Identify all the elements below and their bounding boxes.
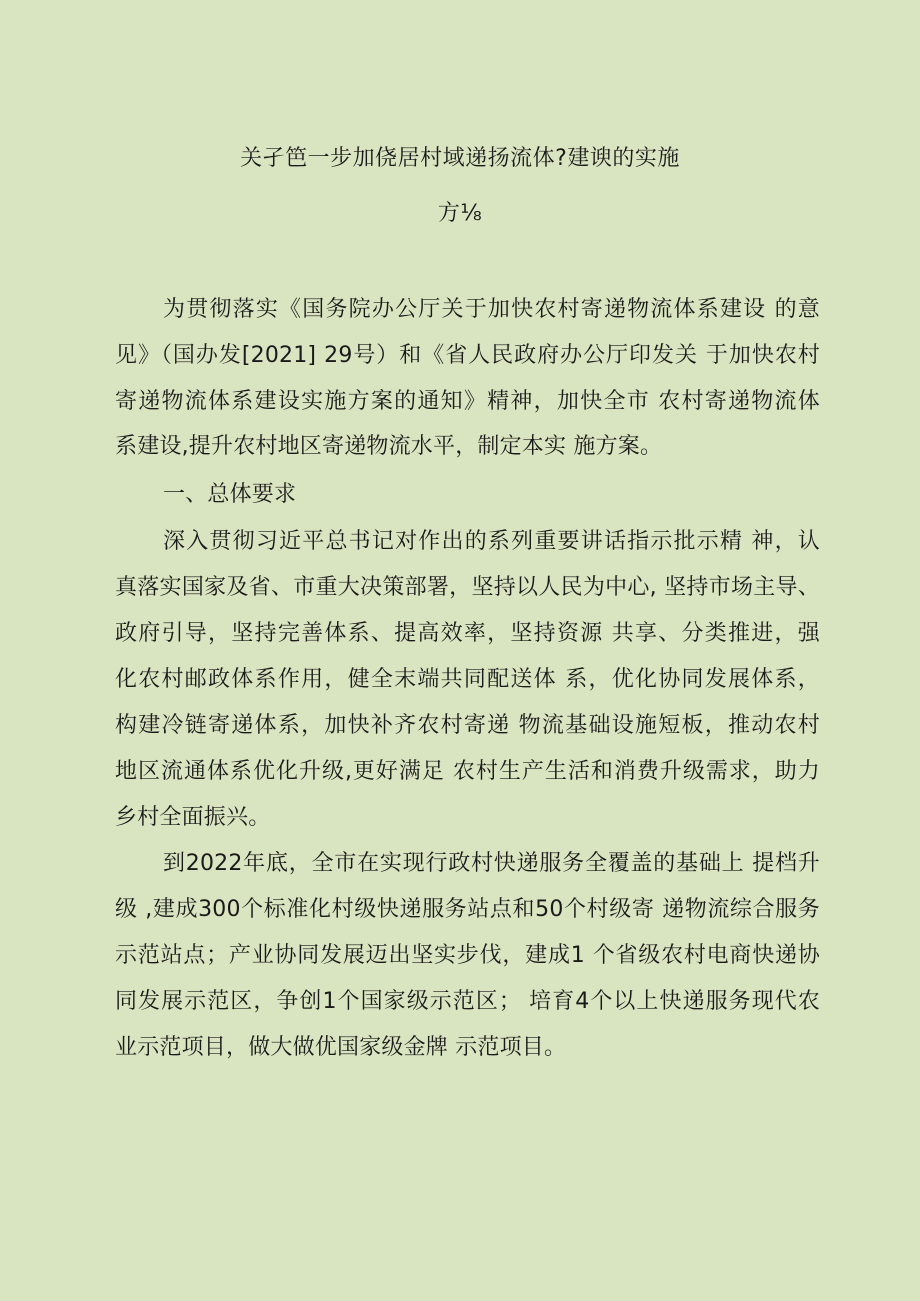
goals-line: 业示范项目，做大做优国家级金牌 示范项目。 (115, 1035, 567, 1060)
intro-line: 见》（国办发[2021] 29号）和《省人民政府办公厅印发关 于加快农村 (115, 343, 820, 368)
goals-line: 到2022年底，全市在实现行政村快递服务全覆盖的基础上 提档升 (163, 851, 820, 876)
section1-line: 深入贯彻习近平总书记对作出的系列重要讲话指示批示精 神，认 (163, 529, 820, 554)
document-title-line-1: 关孑笆一步加侥居村域递扬流体?建谀的实施 (240, 146, 680, 171)
section-heading: 一、总体要求 (163, 482, 297, 507)
intro-line: 为贯彻落实《国务院办公厅关于加快农村寄递物流体系建设 的意 (163, 297, 820, 322)
goals-line: 级 ,建成300个标准化村级快递服务站点和50个村级寄 递物流综合服务 (115, 897, 820, 922)
intro-line: 寄递物流体系建设实施方案的通知》精神，加快全市 农村寄递物流体 (115, 389, 820, 414)
section1-line: 政府引导，坚持完善体系、提高效率，坚持资源 共享、分类推进，强 (115, 621, 820, 646)
document-title-line-2: 方⅛ (437, 201, 483, 226)
intro-line: 系建设,提升农村地区寄递物流水平，制定本实 施方案。 (115, 434, 663, 459)
section1-line: 地区流通体系优化升级,更好满足 农村生产生活和消费升级需求，助力 (115, 759, 820, 784)
goals-line: 同发展示范区，争创1个国家级示范区； 培育4个以上快递服务现代农 (115, 989, 820, 1014)
section1-line: 构建冷链寄递体系，加快补齐农村寄递 物流基础设施短板，推动农村 (115, 713, 820, 738)
section1-line: 化农村邮政体系作用，健全末端共同配送体 系，优化协同发展体系， (115, 667, 820, 692)
section1-line: 乡村全面振兴。 (115, 805, 271, 830)
goals-line: 示范站点；产业协同发展迈出坚实步伐，建成1 个省级农村电商快递协 (115, 943, 820, 968)
section1-line: 真落实国家及省、市重大决策部署，坚持以人民为中心, 坚持市场主导、 (115, 575, 820, 600)
